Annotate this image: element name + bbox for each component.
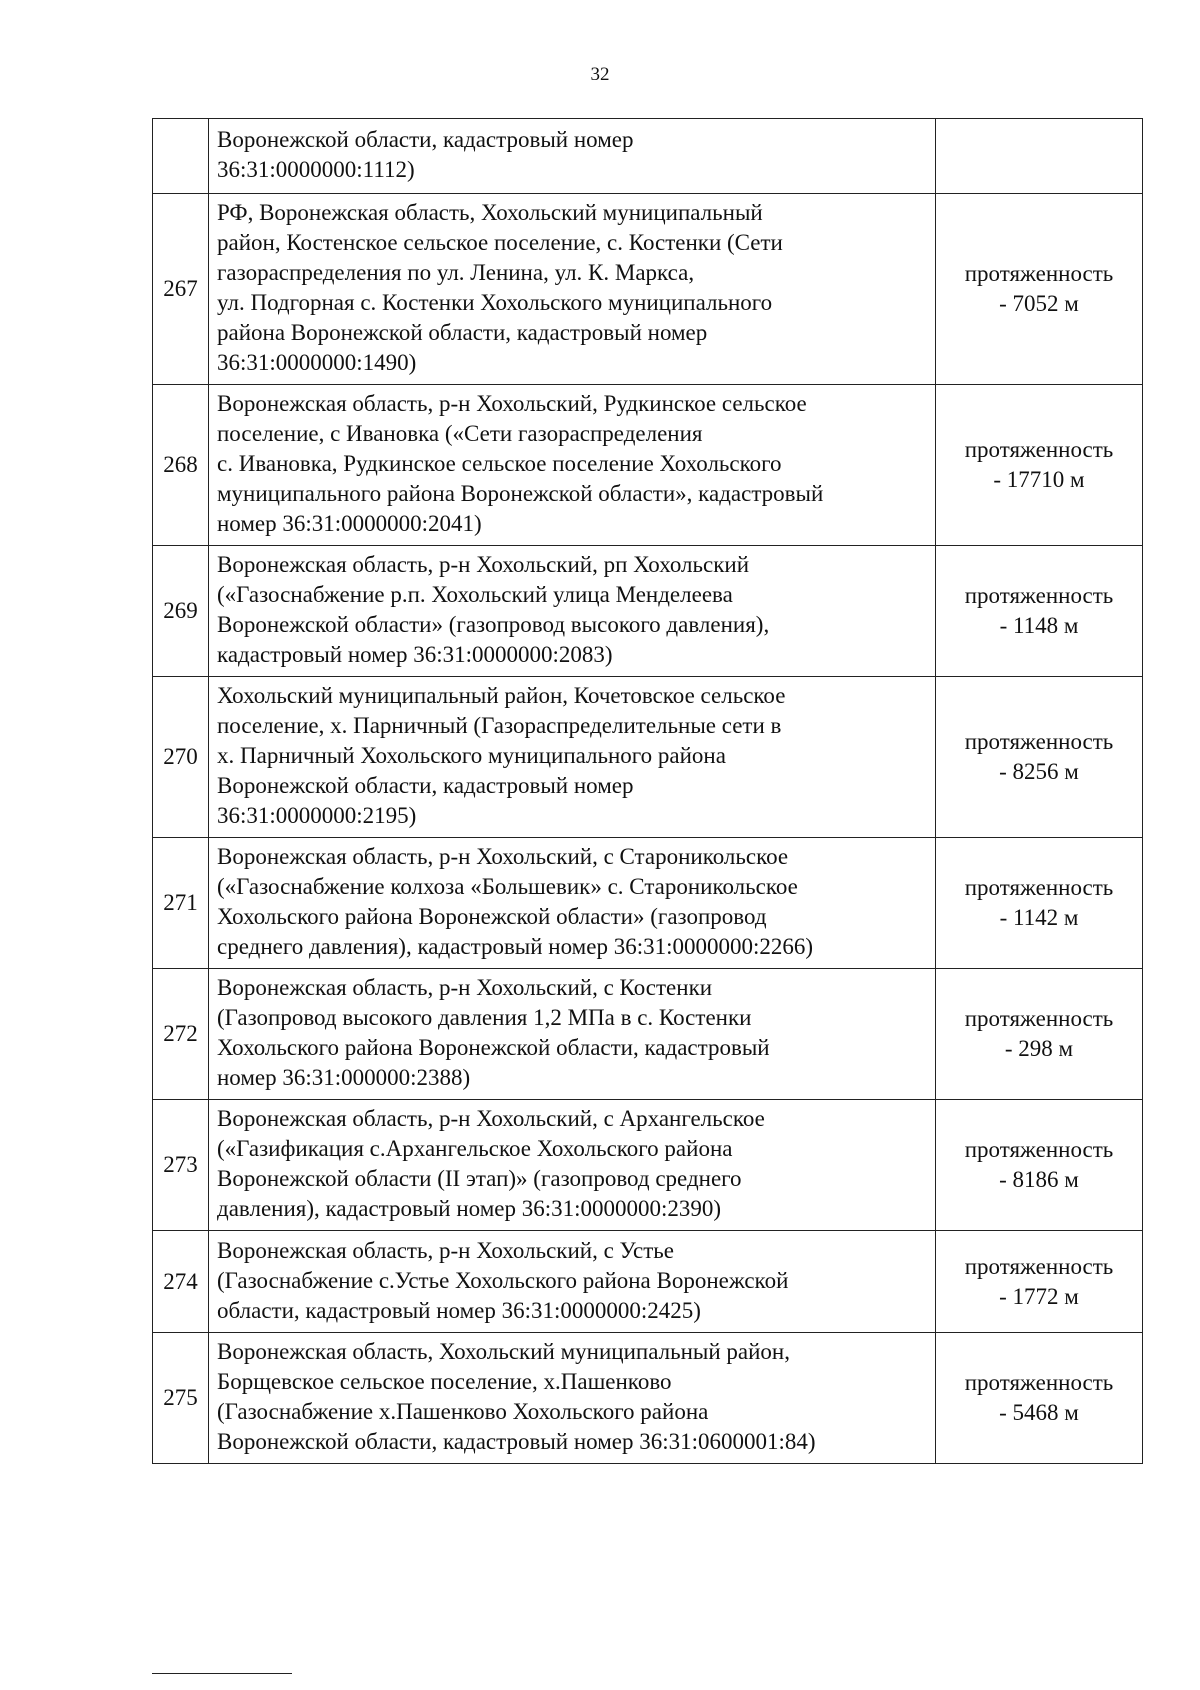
footnote-divider (152, 1673, 292, 1674)
table-row (153, 1333, 1143, 1464)
description-line: Воронежской области» (газопровод высокого давления), (217, 612, 770, 637)
object-description (209, 385, 936, 546)
description-line: давления), кадастровый номер 36:31:0000000:2390) (217, 1196, 722, 1221)
length-label: протяженность (964, 1370, 1114, 1395)
row-number: 272 (153, 969, 209, 1100)
table-row (153, 385, 1143, 546)
length-cell (936, 838, 1143, 969)
description-line: с. Ивановка, Рудкинское сельское поселение Хохольского (217, 451, 782, 476)
description-line: района Воронежской области, кадастровый номер (217, 320, 708, 345)
description-line: Воронежская область, р-н Хохольский, с Архангельское (217, 1106, 765, 1131)
description-line: Воронежской области, кадастровый номер (217, 773, 634, 798)
object-description (209, 194, 936, 385)
description-line: Воронежская область, р-н Хохольский, с Староникольское (217, 844, 789, 869)
description-line: Хохольский муниципальный район, Кочетовское сельское (217, 683, 786, 708)
row-number: 275 (153, 1333, 209, 1464)
length-cell (936, 1231, 1143, 1333)
description-line: области, кадастровый номер 36:31:0000000:2425) (217, 1297, 701, 1323)
row-number: 267 (153, 194, 209, 385)
length-cell (936, 969, 1143, 1100)
length-cell (936, 119, 1143, 194)
row-number: 270 (153, 677, 209, 838)
object-description (209, 546, 936, 677)
row-number: 268 (153, 385, 209, 546)
description-line: район, Костенское сельское поселение, с. Костенки (Сети (217, 230, 783, 255)
property-table (152, 118, 1143, 1464)
length-label: протяженность (964, 729, 1114, 754)
length-label: протяженность (964, 875, 1114, 900)
table-row (153, 677, 1143, 838)
description-line: 36:31:0000000:1490) (217, 350, 417, 375)
description-line: Борщевское сельское поселение, х.Пашенково (217, 1369, 672, 1394)
description-line: («Газоснабжение р.п. Хохольский улица Менделеева (217, 582, 733, 607)
table-row (153, 194, 1143, 385)
description-line: поселение, с Ивановка («Сети газораспределения (217, 421, 703, 446)
length-cell (936, 677, 1143, 838)
description-line: 36:31:0000000:1112) (217, 157, 415, 182)
table-row (153, 1100, 1143, 1231)
object-description (209, 1100, 936, 1231)
table-row (153, 838, 1143, 969)
description-line: РФ, Воронежская область, Хохольский муниципальный (217, 200, 763, 225)
row-number (153, 119, 209, 194)
object-description (209, 677, 936, 838)
length-value: - 8186 м (999, 1167, 1079, 1192)
length-label: протяженность (964, 1137, 1114, 1162)
length-cell (936, 546, 1143, 677)
length-value: - 1142 м (999, 905, 1079, 930)
description-line: Воронежская область, р-н Хохольский, Рудкинское сельское (217, 391, 807, 416)
description-line: номер 36:31:000000:2388) (217, 1065, 471, 1090)
description-line: х. Парничный Хохольского муниципального района (217, 743, 726, 768)
description-line: кадастровый номер 36:31:0000000:2083) (217, 642, 613, 667)
object-description (209, 1231, 936, 1333)
length-label: протяженность (964, 437, 1114, 462)
description-line: Воронежская область, р-н Хохольский, с Костенки (217, 975, 713, 1000)
description-line: Воронежской области, кадастровый номер 36:31:0600001:84) (217, 1429, 816, 1454)
description-line: («Газификация с.Архангельское Хохольского района (217, 1136, 733, 1161)
description-line: Воронежской области (II этап)» (газопровод среднего (217, 1166, 742, 1191)
row-number: 274 (153, 1231, 209, 1333)
length-cell (936, 1100, 1143, 1231)
row-number: 269 (153, 546, 209, 677)
length-value: - 7052 м (999, 291, 1079, 316)
row-number: 271 (153, 838, 209, 969)
length-value: - 298 м (1004, 1036, 1074, 1061)
description-line: (Газоснабжение с.Устье Хохольского района Воронежской (217, 1267, 789, 1293)
object-description (209, 119, 936, 194)
length-value: - 17710 м (993, 467, 1085, 492)
description-line: газораспределения по ул. Ленина, ул. К. Маркса, (217, 260, 695, 285)
description-line: (Газопровод высокого давления 1,2 МПа в с. Костенки (217, 1005, 752, 1030)
length-cell (936, 194, 1143, 385)
object-description (209, 1333, 936, 1464)
description-line: муниципального района Воронежской области», кадастровый (217, 481, 824, 506)
table-body (153, 119, 1143, 1464)
description-line: Воронежской области, кадастровый номер (217, 127, 634, 152)
length-value: - 1772 м (999, 1283, 1079, 1309)
length-label: протяженность (964, 1253, 1114, 1279)
description-line: Хохольского района Воронежской области» (газопровод (217, 904, 767, 929)
description-line: Хохольского района Воронежской области, кадастровый (217, 1035, 770, 1060)
description-line: («Газоснабжение колхоза «Большевик» с. Староникольское (217, 874, 798, 899)
length-label: протяженность (964, 583, 1114, 608)
length-label: протяженность (964, 1006, 1114, 1031)
description-line: номер 36:31:0000000:2041) (217, 511, 482, 536)
object-description (209, 838, 936, 969)
page-number: 32 (590, 64, 610, 85)
description-line: ул. Подгорная с. Костенки Хохольского муниципального (217, 290, 773, 315)
description-line: Воронежская область, р-н Хохольский, рп Хохольский (217, 552, 749, 577)
table-row (153, 546, 1143, 677)
length-label: протяженность (964, 261, 1114, 286)
length-value: - 8256 м (999, 759, 1079, 784)
length-cell (936, 385, 1143, 546)
length-value: - 1148 м (999, 613, 1079, 638)
description-line: (Газоснабжение х.Пашенково Хохольского района (217, 1399, 709, 1424)
description-line: 36:31:0000000:2195) (217, 803, 417, 828)
description-line: поселение, х. Парничный (Газораспределительные сети в (217, 713, 782, 738)
length-value: - 5468 м (999, 1400, 1079, 1425)
length-cell (936, 1333, 1143, 1464)
table-row (153, 119, 1143, 194)
description-line: Воронежская область, Хохольский муниципальный район, (217, 1339, 790, 1364)
table-row (153, 969, 1143, 1100)
row-number: 273 (153, 1100, 209, 1231)
description-line: Воронежская область, р-н Хохольский, с Устье (217, 1237, 675, 1263)
table-row (153, 1231, 1143, 1333)
description-line: среднего давления), кадастровый номер 36:31:0000000:2266) (217, 934, 814, 959)
object-description (209, 969, 936, 1100)
